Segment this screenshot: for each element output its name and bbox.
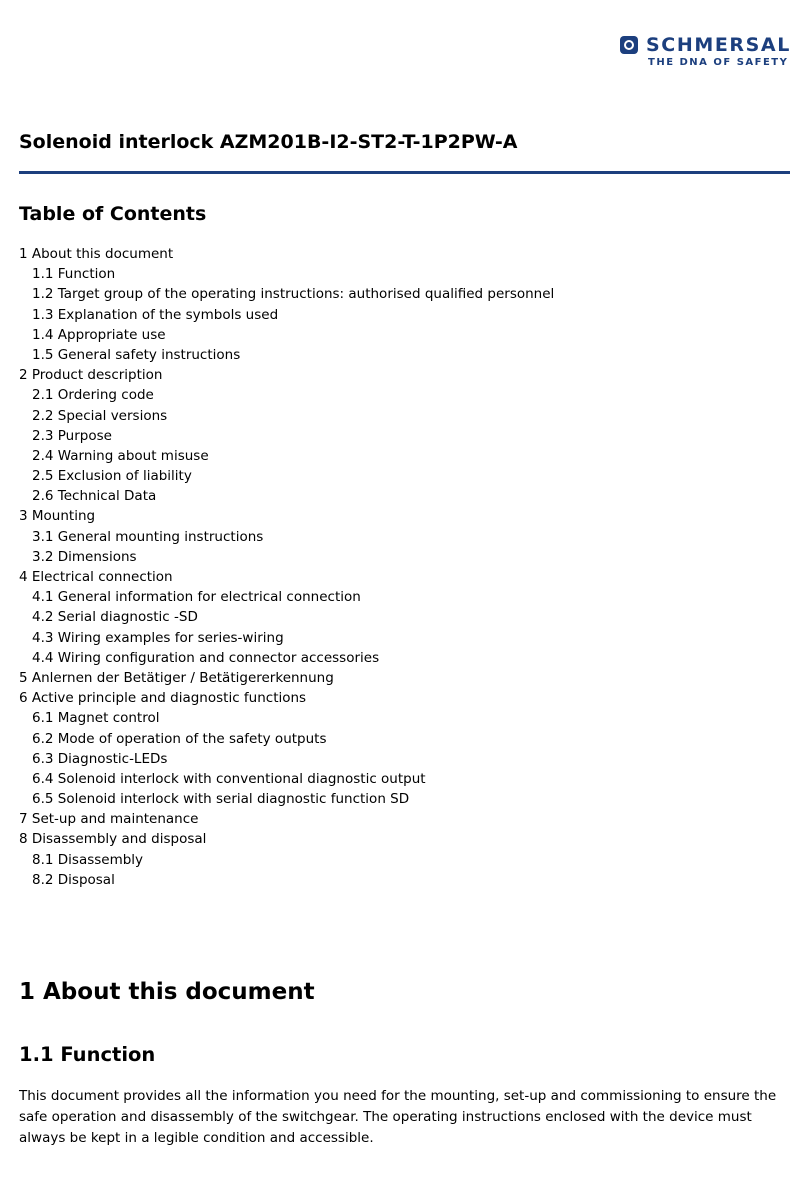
section-paragraph: This document provides all the information you need for the mounting, set-up and commissioning to ensure the safe operation and disassembly of the switchgear. The operating instructions enclosed with the device must always be kept in a legible condition and accessible. bbox=[19, 1088, 777, 1146]
toc-entry[interactable]: 6.1 Magnet control bbox=[32, 710, 160, 727]
document-title: Solenoid interlock AZM201B-I2-ST2-T-1P2PW-A bbox=[19, 131, 518, 153]
toc-entry[interactable]: 1.2 Target group of the operating instructions: authorised qualified personnel bbox=[32, 286, 555, 303]
toc-entry[interactable]: 2.4 Warning about misuse bbox=[32, 447, 209, 464]
toc-entry[interactable]: 1.4 Appropriate use bbox=[32, 326, 166, 343]
toc-entry[interactable]: 8.2 Disposal bbox=[32, 871, 115, 888]
toc-entry[interactable]: 1.1 Function bbox=[32, 266, 116, 283]
toc-entry[interactable]: 5 Anlernen der Betätiger / Betätigererkennung bbox=[19, 669, 334, 686]
toc-entry[interactable]: 6.2 Mode of operation of the safety outputs bbox=[32, 730, 327, 747]
toc-heading: Table of Contents bbox=[19, 203, 207, 225]
toc-entry[interactable]: 1 About this document bbox=[19, 246, 174, 262]
toc-entry[interactable]: 3.2 Dimensions bbox=[32, 548, 137, 565]
toc-entry[interactable]: 6 Active principle and diagnostic functions bbox=[19, 690, 307, 707]
toc-entry[interactable]: 2.6 Technical Data bbox=[32, 488, 157, 505]
toc-entry[interactable]: 6.3 Diagnostic-LEDs bbox=[32, 750, 168, 767]
toc-entry[interactable]: 2 Product description bbox=[19, 367, 163, 384]
logo-emblem-icon bbox=[620, 36, 638, 54]
toc-entry[interactable]: 4.4 Wiring configuration and connector accessories bbox=[32, 649, 380, 666]
toc-entry[interactable]: 4 Electrical connection bbox=[19, 569, 173, 585]
toc-entry[interactable]: 4.3 Wiring examples for series-wiring bbox=[32, 629, 284, 646]
company-logo bbox=[620, 34, 790, 68]
toc-entry[interactable]: 6.4 Solenoid interlock with conventional diagnostic output bbox=[32, 770, 426, 787]
toc-entry[interactable]: 1.5 General safety instructions bbox=[32, 346, 241, 363]
toc-entry[interactable]: 2.2 Special versions bbox=[32, 407, 168, 424]
logo-brand-name: SCHMERSAL bbox=[646, 34, 791, 56]
subsection-heading: 1.1 Function bbox=[19, 1043, 156, 1066]
toc-entry[interactable]: 1.3 Explanation of the symbols used bbox=[32, 306, 279, 323]
logo-tagline: THE DNA OF SAFETY bbox=[648, 57, 789, 68]
toc-entry[interactable]: 4.2 Serial diagnostic -SD bbox=[32, 609, 198, 626]
table-of-contents bbox=[19, 244, 554, 890]
toc-entry[interactable]: 6.5 Solenoid interlock with serial diagnostic function SD bbox=[32, 791, 410, 808]
toc-entry[interactable]: 3 Mounting bbox=[19, 508, 96, 525]
toc-entry[interactable]: 2.5 Exclusion of liability bbox=[32, 468, 192, 485]
toc-entry[interactable]: 4.1 General information for electrical connection bbox=[32, 589, 361, 606]
toc-entry[interactable]: 2.1 Ordering code bbox=[32, 387, 154, 404]
title-divider bbox=[19, 171, 790, 174]
toc-entry[interactable]: 8 Disassembly and disposal bbox=[19, 831, 207, 848]
toc-entry[interactable]: 7 Set-up and maintenance bbox=[19, 811, 199, 828]
section-heading: 1 About this document bbox=[19, 979, 315, 1005]
toc-entry[interactable]: 2.3 Purpose bbox=[32, 427, 112, 444]
toc-entry[interactable]: 8.1 Disassembly bbox=[32, 851, 144, 868]
toc-entry[interactable]: 3.1 General mounting instructions bbox=[32, 528, 264, 545]
